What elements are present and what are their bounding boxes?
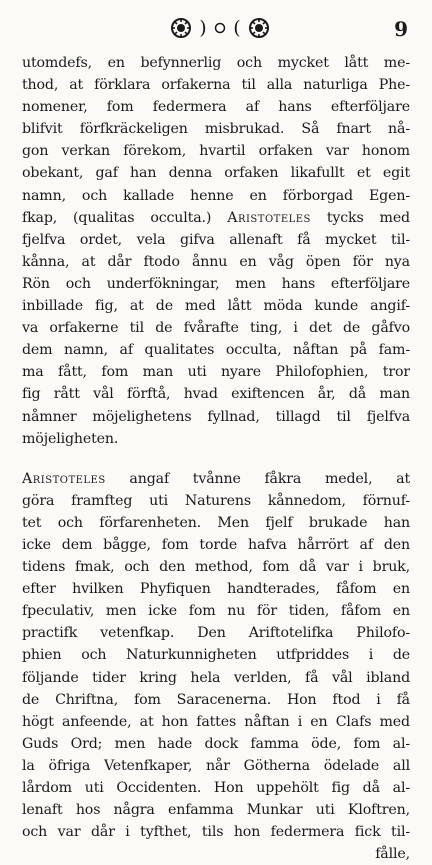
text-line: fkap, (qualitas occulta.) Aristoteles tycks med — [22, 209, 410, 226]
header-paren-left: ) — [199, 17, 207, 39]
text-line: fig rått vål förftå, hvad exiftencen år, då man — [22, 386, 410, 403]
text-line: tet och förfarenheten. Men fjelf brukade han — [22, 514, 410, 531]
text-line: ma fått, fom man uti nyare Philofophien, tror — [22, 364, 410, 381]
text-line: la öfriga Vetenfkaper, når Götherna ödelade all — [22, 757, 410, 774]
text-line: obekant, gaf han denna orfaken likafullt et egit — [22, 165, 410, 182]
text-line: de Chriftna, fom Saracenerna. Hon ftod i få — [22, 691, 410, 708]
text-line: blifvit förfkräckeligen misbrukad. Så fnart nå- — [22, 121, 410, 138]
text-line: Aristoteles angaf tvånne fåkra medel, at — [22, 470, 410, 487]
text-line: utomdefs, en befynnerlig och mycket lått me- — [22, 55, 410, 71]
text-line: efter hvilken Phyfiquen handterades, fåfom en — [22, 581, 410, 598]
text-line: gon verkan förekom, hvartil orfaken var honom — [22, 143, 410, 160]
header-paren-right: ( — [233, 17, 241, 39]
text-line: göra framfteg uti Naturens kånnedom, förnuf- — [22, 492, 410, 509]
paragraph-gap — [22, 450, 410, 468]
text-line: lårdom uti Occidenten. Hon uppehölt fig då al- — [22, 780, 410, 796]
text-line: Guds Ord; men hade dock famma öde, fom al- — [22, 735, 410, 752]
page-header — [0, 14, 432, 42]
text-line: namn, och kallade henne en förborgad Egen- — [22, 187, 410, 204]
text-line: tidens fmak, och den method, fom då var i bruk, — [22, 559, 410, 576]
text-line: dem namn, af qualitates occulta, nåftan på fam- — [22, 342, 410, 359]
text-line: följande tider kring hela verlden, få vål ibland — [22, 669, 410, 686]
text-line: fpeculativ, men icke fom nu för tiden, fåfom en — [22, 603, 410, 620]
paragraph-1 — [22, 52, 410, 450]
text-line: va orfakerne til de fvårafte ting, i det de gåfvo — [22, 320, 410, 337]
paragraph-2 — [22, 468, 410, 865]
text-line: och var dår i tyfthet, tils hon federmera fick til- — [22, 824, 410, 841]
text-line: lenaft hos några enfamma Munkar uti Kloftren, — [22, 802, 410, 819]
header-ornament-group — [170, 14, 270, 42]
text-line: fålle, — [375, 846, 410, 863]
text-line: inbillade fig, at de med lått möda kunde angif- — [22, 298, 410, 315]
text-line: practifk vetenfkap. Den Ariftotelifka Philofo- — [22, 625, 410, 642]
text-line: nomener, fom federmera af hans efterföljare — [22, 99, 410, 116]
text-line: nåmner möjelighetens fyllnad, tillagd til fjelfva — [22, 408, 410, 425]
rosette-ornament-icon — [248, 17, 270, 39]
circle-ornament-icon — [214, 22, 226, 34]
text-line: icke dem bågge, fom torde hafva hårrört af den — [22, 536, 410, 553]
text-line: thod, at förklara orfakerna til alla naturliga Phe- — [22, 77, 410, 94]
page-number: 9 — [394, 17, 408, 41]
text-line: fjelfva ordet, vela gifva allenaft få mycket til- — [22, 231, 410, 248]
author-name-smallcaps: Aristoteles — [227, 209, 311, 226]
text-line: kånna, at dår ftodo ånnu en våg öpen för nya — [22, 253, 410, 270]
body-text — [22, 52, 410, 865]
text-line: phien och Naturkunnigheten utfpriddes i de — [22, 647, 410, 664]
author-name-smallcaps: Aristoteles — [22, 470, 106, 487]
text-line: Rön och underfökningar, men hans efterföljare — [22, 275, 410, 292]
rosette-ornament-icon — [170, 17, 192, 39]
text-line: möjeligheten. — [22, 430, 119, 447]
text-line: högt anfeende, at hon fattes nåftan i en Clafs med — [22, 713, 410, 730]
